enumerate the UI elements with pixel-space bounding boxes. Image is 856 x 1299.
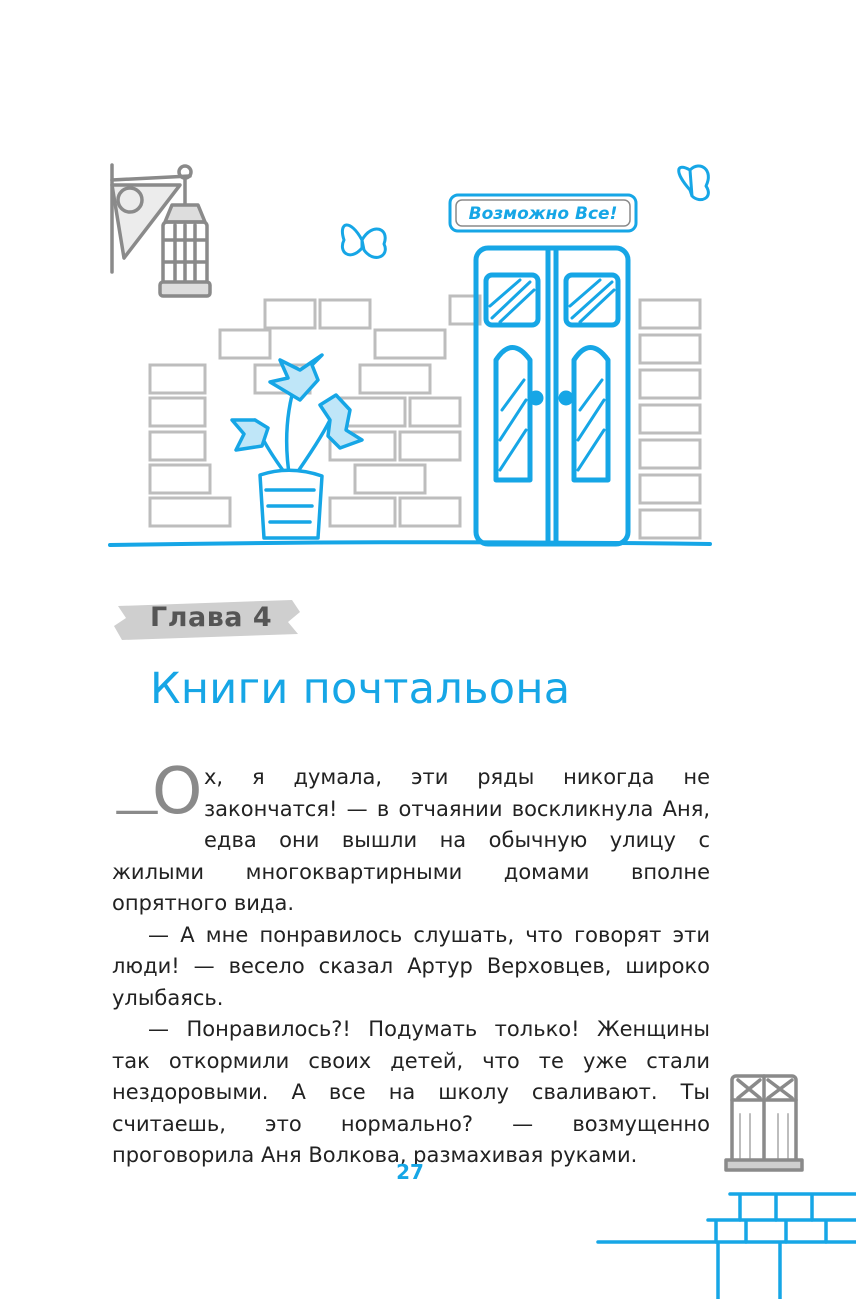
drop-cap-letter: О	[152, 755, 203, 829]
paragraph-3: — Понравилось?! Подумать только! Женщины так откормили своих детей, что те уже стали нездоровыми. А все на школу сваливают. Ты считаешь, это нормально? — возмущенно проговорила Аня Волкова, размахивая руками.	[112, 1017, 710, 1167]
plant-icon	[232, 355, 362, 538]
drop-cap	[112, 755, 203, 836]
chapter-title: Книги почтальона	[150, 664, 571, 714]
paragraph-1	[112, 755, 710, 920]
lantern-icon	[112, 165, 210, 296]
page-number: 27	[396, 1160, 424, 1184]
window-icon	[726, 1076, 802, 1170]
door-icon	[476, 248, 628, 544]
corner-decoration	[590, 1060, 856, 1299]
paragraph-1-text: х, я думала, эти ряды никогда не закончатся! — в отчаянии воскликнула Аня, едва они вышли на обычную улицу с жилыми многоквартирными домами вполне опрятного вида.	[112, 765, 710, 915]
chapter-label: Глава 4	[150, 602, 273, 633]
paragraph-2: — А мне понравилось слушать, что говорят эти люди! — весело сказал Артур Верховцев, широко улыбаясь.	[112, 922, 710, 1010]
blue-steps	[598, 1194, 856, 1299]
drop-cap-dash: —	[114, 782, 160, 836]
sign-text: Возможно Все!	[468, 204, 618, 224]
butterfly-icon	[679, 166, 709, 200]
chapter-illustration	[0, 0, 856, 560]
brick-wall	[150, 296, 700, 538]
butterfly-icon	[342, 225, 385, 257]
shop-sign	[450, 195, 636, 231]
chapter-badge	[112, 596, 302, 644]
